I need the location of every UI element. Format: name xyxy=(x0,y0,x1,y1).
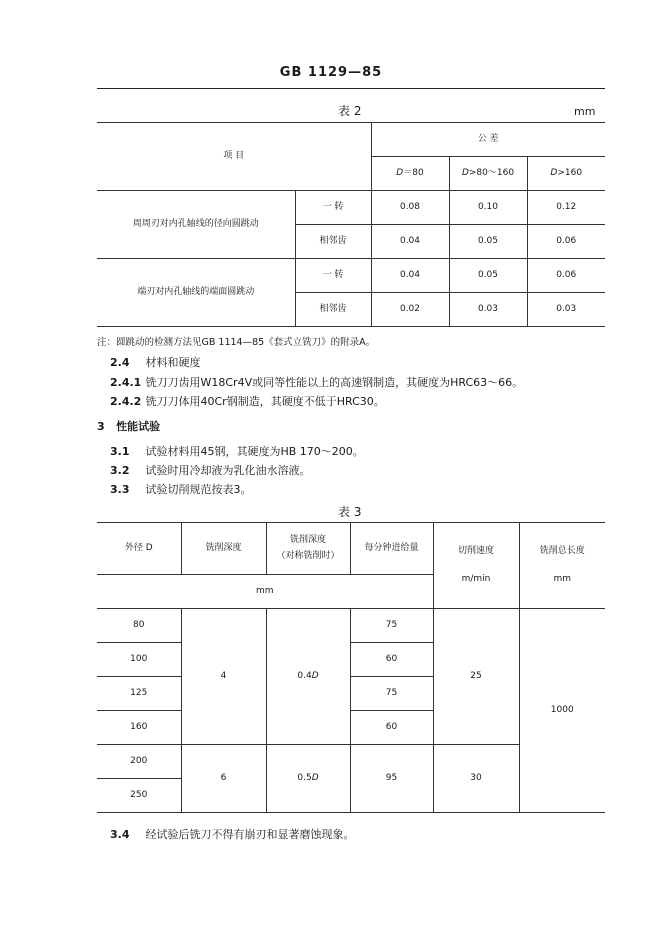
table3-col-speed xyxy=(433,523,519,609)
table3-diameter: 250 xyxy=(97,779,181,813)
table2-cell: 0.05 xyxy=(449,259,527,293)
table3-col-length-label: 铣削总长度 xyxy=(539,545,585,556)
section-2-4-1 xyxy=(110,374,523,390)
table3-feed: 95 xyxy=(350,745,433,813)
table2-col-d80 xyxy=(371,157,449,191)
table3-diameter: 160 xyxy=(97,711,181,745)
table2-row-sub: 相邻齿 xyxy=(295,225,371,259)
table3-speed: 30 xyxy=(433,745,519,813)
table3-col-width-line1: 铣削深度 xyxy=(289,534,326,545)
section-number: 3 xyxy=(97,420,105,433)
table3-diameter: 80 xyxy=(97,609,181,643)
table2-cell: 0.04 xyxy=(371,225,449,259)
table3 xyxy=(97,522,605,813)
section-3-2 xyxy=(110,462,311,478)
section-heading: 性能试验 xyxy=(116,420,161,433)
table2-caption: 表 2 xyxy=(338,104,362,118)
table2-col-d160 xyxy=(527,157,605,191)
table3-width-text: 0.4D xyxy=(297,670,319,681)
table3-diameter: 100 xyxy=(97,643,181,677)
table3-width xyxy=(266,745,350,813)
table2-cell: 0.08 xyxy=(371,191,449,225)
section-3-1 xyxy=(110,443,364,459)
section-2-4 xyxy=(110,354,201,370)
section-number: 2.4.1 xyxy=(110,376,142,389)
table2-cell: 0.06 xyxy=(527,225,605,259)
table3-diameter: 200 xyxy=(97,745,181,779)
table3-feed: 75 xyxy=(350,609,433,643)
table2-cell: 0.04 xyxy=(371,259,449,293)
section-text: 铣刀刀齿用W18Cr4V或同等性能以上的高速钢制造，其硬度为HRC63～66。 xyxy=(145,376,524,389)
section-number: 2.4 xyxy=(110,356,130,369)
table3-diameter: 125 xyxy=(97,677,181,711)
section-text: 经试验后铣刀不得有崩刃和显著磨蚀现象。 xyxy=(145,828,355,841)
table2-row-sub: 相邻齿 xyxy=(295,293,371,327)
table3-unit-mm: mm xyxy=(97,575,433,609)
table3-col-speed-unit: m/min xyxy=(461,573,491,584)
table2-cell: 0.02 xyxy=(371,293,449,327)
table2-unit: mm xyxy=(574,105,596,118)
table3-feed: 60 xyxy=(350,643,433,677)
table2-cell: 0.03 xyxy=(449,293,527,327)
table2-col-d160-range: >160 xyxy=(557,167,583,178)
table2-row-sub: 一 转 xyxy=(295,259,371,293)
section-number: 3.4 xyxy=(110,828,130,841)
section-3-4 xyxy=(110,826,355,842)
table2-col-d80-160-symbol: D xyxy=(461,167,469,178)
section-text: 试验材料用45钢，其硬度为HB 170～200。 xyxy=(145,445,364,458)
table2-group-label: 周周刃对内孔轴线的径向圆跳动 xyxy=(97,191,295,259)
section-2-4-2 xyxy=(110,393,385,409)
section-text: 试验时用冷却液为乳化油水溶液。 xyxy=(145,464,311,477)
table3-col-diameter: 外径 D xyxy=(97,523,181,575)
table2-col-d80-range: ＝80 xyxy=(403,167,424,178)
table3-caption: 表 3 xyxy=(338,505,362,519)
section-number: 3.2 xyxy=(110,464,130,477)
section-number: 2.4.2 xyxy=(110,395,142,408)
table2-col-item: 项 目 xyxy=(97,123,371,191)
table2 xyxy=(97,122,605,327)
table3-feed: 60 xyxy=(350,711,433,745)
section-3-3 xyxy=(110,481,252,497)
table2-note: 注：圆跳动的检测方法见GB 1114—85《套式立铣刀》的附录A。 xyxy=(97,337,376,348)
table3-depth: 6 xyxy=(181,745,266,813)
table3-feed: 75 xyxy=(350,677,433,711)
table3-width xyxy=(266,609,350,745)
section-text: 试验切削规范按表3。 xyxy=(145,483,252,496)
table2-col-d80-160 xyxy=(449,157,527,191)
table3-width-text: 0.5D xyxy=(297,772,319,783)
table3-col-width xyxy=(266,523,350,575)
table2-cell: 0.12 xyxy=(527,191,605,225)
doc-code: GB 1129—85 xyxy=(279,65,383,80)
table3-col-width-line2: （对称铣削时） xyxy=(276,550,340,561)
section-number: 3.1 xyxy=(110,445,130,458)
diameter-symbol: D xyxy=(311,670,319,681)
table2-group-label: 端刃对内孔轴线的端面圆跳动 xyxy=(97,259,295,327)
table3-depth: 4 xyxy=(181,609,266,745)
section-text: 材料和硬度 xyxy=(145,356,201,369)
table2-col-d160-symbol: D xyxy=(550,167,558,178)
table3-length: 1000 xyxy=(519,609,605,813)
table3-speed: 25 xyxy=(433,609,519,745)
table3-col-length xyxy=(519,523,605,609)
table3-col-depth: 铣削深度 xyxy=(181,523,266,575)
table2-row-sub: 一 转 xyxy=(295,191,371,225)
table2-cell: 0.10 xyxy=(449,191,527,225)
table3-col-speed-label: 切削速度 xyxy=(457,545,494,556)
table3-col-feed: 每分钟进给量 xyxy=(350,523,433,575)
table2-col-d80-160-range: >80～160 xyxy=(468,167,515,178)
section-text: 铣刀刀体用40Cr钢制造，其硬度不低于HRC30。 xyxy=(145,395,385,408)
header-rule xyxy=(97,88,605,89)
table2-col-d80-symbol: D xyxy=(396,167,404,178)
table2-col-tolerance: 公 差 xyxy=(371,123,605,157)
section-3 xyxy=(97,418,160,434)
table3-col-length-unit: mm xyxy=(553,573,572,584)
table2-cell: 0.06 xyxy=(527,259,605,293)
table2-cell: 0.05 xyxy=(449,225,527,259)
table2-cell: 0.03 xyxy=(527,293,605,327)
diameter-symbol: D xyxy=(311,772,319,783)
section-number: 3.3 xyxy=(110,483,130,496)
